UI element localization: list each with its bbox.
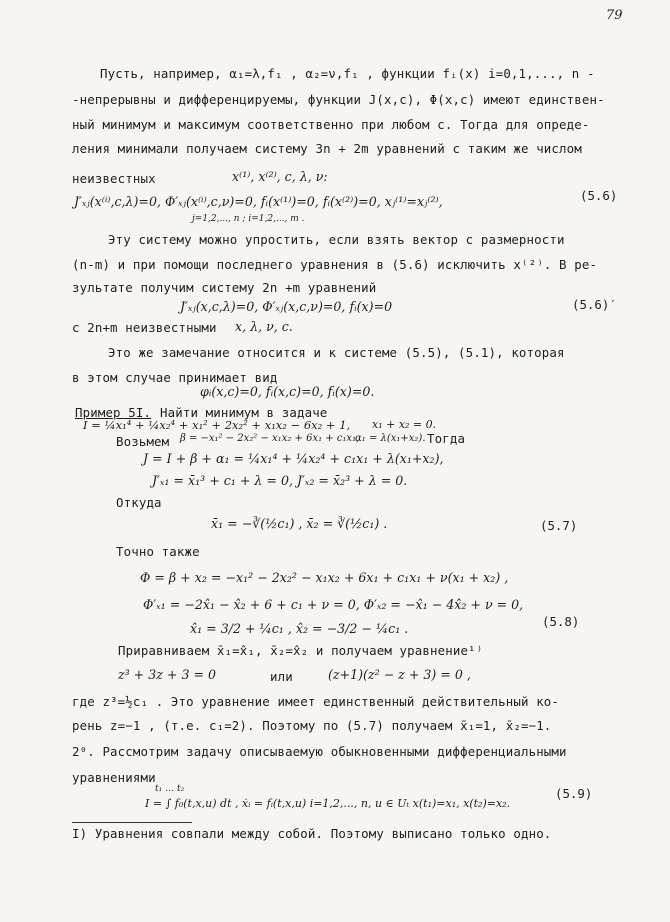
text-line: Пусть, например, α₁=λ,f₁ , α₂=ν,f₁ , функции fᵢ(x) i=0,1,..., n - [100, 66, 595, 81]
equation-phi: Φ = β + x₂ = −x₁² − 2x₂² − x₁x₂ + 6x₁ + c₁x₁ + ν(x₁ + x₂) , [140, 570, 509, 585]
text-line: -непрерывны и дифференцируемы, функции J(x,c), Φ(x,c) имеют единствен- [72, 92, 605, 107]
example-constraint: x₁ + x₂ = 0. [372, 418, 437, 431]
text-line: Откуда [116, 495, 162, 510]
cubic-factored: (z+1)(z² − z + 3) = 0 , [328, 667, 471, 682]
equation-number: (5.6) [580, 188, 618, 203]
text-line: ления минимали получаем систему 3n + 2m уравнений с таким же числом [72, 141, 582, 156]
equation-number: (5.6)′ [572, 297, 617, 312]
text-line: Точно также [116, 544, 200, 559]
text-line: где z³=½c₁ . Это уравнение имеет единственный действительный ко- [72, 694, 560, 709]
equation-number: (5.8) [542, 614, 580, 629]
text-line: уравнениями [72, 770, 156, 785]
page-number: 79 [606, 8, 623, 23]
text-line: Найти минимум в задаче [160, 405, 328, 420]
text-line: Возьмем [116, 434, 170, 449]
equation-5-7: x̄₁ = −∛(½c₁) , x̄₂ = ∛(½c₁) . [211, 516, 388, 531]
equation-j: J = I + β + α₁ = ¼x₁⁴ + ¼x₂⁴ + c₁x₁ + λ(x₁+x₂), [143, 451, 444, 466]
example-label: Пример 5I. [75, 405, 152, 420]
math-beta: β = −x₁² − 2x₂² − x₁x₂ + 6x₁ + c₁x₁, [180, 433, 360, 444]
example-equation: I = ¼x₁⁴ + ¼x₂⁴ + x₁² + 2x₂² + x₁x₂ − 6x₂ + 1, [83, 418, 351, 432]
math-unknowns: x⁽¹⁾, x⁽²⁾, c, λ, ν: [232, 169, 328, 184]
equation-5-6-prime: J′ₓⱼ(x,c,λ)=0, Φ′ₓⱼ(x,c,ν)=0, fᵢ(x)=0 [180, 299, 393, 314]
text-line: 2⁰. Рассмотрим задачу описываемую обыкновенными дифференциальными [72, 744, 567, 759]
footnote-rule [72, 822, 192, 823]
text-line: Приравниваем x̄₁=x̂₁, x̄₂=x̂₂ и получаем уравнение¹⁾ [118, 643, 484, 658]
equation-number: (5.9) [555, 786, 593, 801]
text-line: ный минимум и максимум соответственно при любом c. Тогда для опреде- [72, 117, 590, 132]
text-line: Тогда [427, 431, 466, 446]
text-line: с 2n+m неизвестными [72, 320, 217, 335]
equation-5-6: J′ₓⱼ(x⁽ⁱ⁾,c,λ)=0, Φ′ₓⱼ(x⁽ⁱ⁾,c,ν)=0, fᵢ(x⁽¹⁾)=0, fᵢ(x⁽²⁾)=0, xⱼ⁽¹⁾=xⱼ⁽²⁾, [74, 194, 443, 209]
text-line: неизвестных [72, 171, 156, 186]
text-line: в этом случае принимает вид [72, 370, 278, 385]
text-line: Эту систему можно упростить, если взять вектор c размерности [108, 232, 565, 247]
text-line: (n-m) и при помощи последнего уравнения в (5.6) исключить x⁽²⁾. В ре- [72, 257, 598, 272]
equation-j-derivatives: J′ₓ₁ = x̄₁³ + c₁ + λ = 0, J′ₓ₂ = x̄₂³ + λ = 0. [152, 473, 408, 488]
equation-phi-derivatives: Φ′ₓ₁ = −2x̂₁ − x̂₂ + 6 + c₁ + ν = 0, Φ′ₓ₂ = −x̂₁ − 4x̂₂ + ν = 0, [143, 597, 524, 612]
integral-limits: t₁ … t₂ [155, 784, 185, 794]
text-line: зультате получим систему 2n +m уравнений [72, 280, 377, 295]
text-line: или [270, 669, 293, 684]
equation-5-9: I = ∫ f₀(t,x,u) dt , ẋᵢ = fᵢ(t,x,u) i=1,2,..., n, u ∈ Uₜ x(t₁)=x₁, x(t₂)=x₂. [145, 797, 511, 810]
cubic-equation: z³ + 3z + 3 = 0 [118, 667, 217, 682]
math-alpha: α₁ = λ(x₁+x₂). [355, 433, 426, 444]
equation-number: (5.7) [540, 518, 578, 533]
text-line: рень z=−1 , (т.е. c₁=2). Поэтому по (5.7) получаем x̄₁=1, x̄₂=−1. [72, 718, 552, 733]
footnote: I) Уравнения совпали между собой. Поэтому выписано только одно. [72, 826, 552, 841]
equation-5-6-indices: j=1,2,..., n ; i=1,2,..., m . [192, 214, 305, 224]
math-unknowns-2: x, λ, ν, c. [235, 319, 293, 334]
text-line: Это же замечание относится и к системе (5.5), (5.1), которая [108, 345, 565, 360]
equation-5-8: x̂₁ = 3/2 + ¼c₁ , x̂₂ = −3/2 − ¼c₁ . [190, 621, 409, 636]
math-system: φᵢ(x,c)=0, fᵢ(x,c)=0, fᵢ(x)=0. [200, 384, 375, 399]
